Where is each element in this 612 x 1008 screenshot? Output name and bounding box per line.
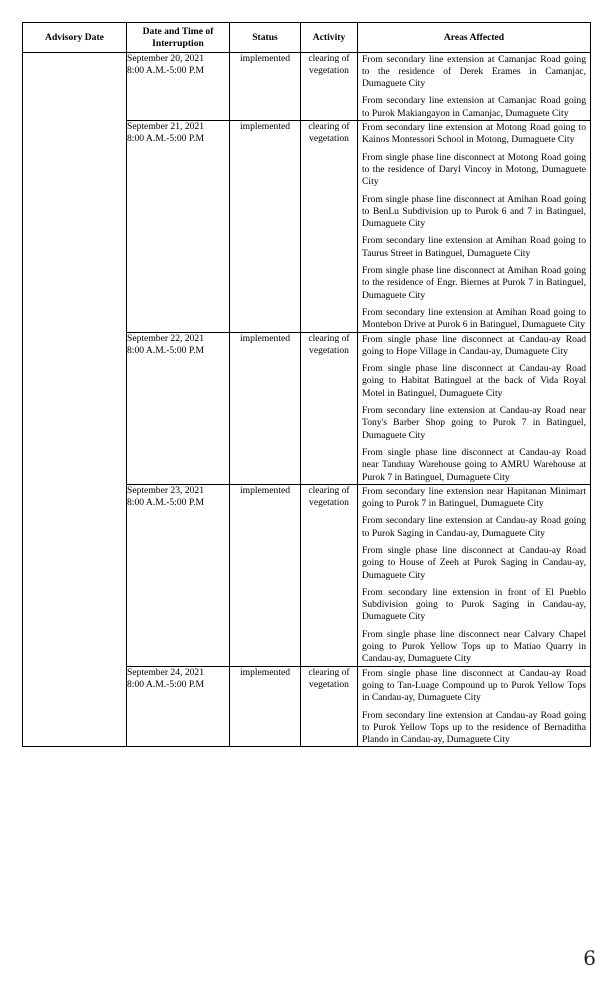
interruption-date: September 24, 2021 xyxy=(127,666,205,678)
area-item: From secondary line extension at Candau-ay Road going to Purok Saging in Candau-ay, Dumaguete City xyxy=(362,515,586,539)
status-cell: implemented xyxy=(230,121,301,332)
interruption-date: September 21, 2021 xyxy=(127,121,205,133)
area-item: From secondary line extension at Amihan Road going to Taurus Street in Batinguel, Dumaguete City xyxy=(362,235,586,259)
area-item: From single phase line disconnect near Calvary Chapel going to Purok Yellow Tops up to Matiao Quarry in Candau-ay, Dumaguete City xyxy=(362,628,586,665)
header-advisory-date: Advisory Date xyxy=(23,23,127,53)
date-time-cell xyxy=(127,52,230,120)
page-number: 6 xyxy=(583,946,596,970)
areas-cell xyxy=(358,484,591,666)
area-item: From single phase line disconnect at Amihan Road going to BenLu Subdivision up to Purok 6 and 7 in Batinguel, Dumaguete City xyxy=(362,193,586,230)
area-item: From secondary line extension at Amihan Road going to Montebon Drive at Purok 6 in Batinguel, Dumaguete City xyxy=(362,306,586,331)
activity-cell: clearing of vegetation xyxy=(301,52,358,120)
date-time-cell xyxy=(127,484,230,666)
activity-cell: clearing of vegetation xyxy=(301,332,358,484)
area-item: From single phase line disconnect at Motong Road going to the residence of Daryl Vincoy in Motong, Dumaguete City xyxy=(362,151,586,188)
advisory-date-cell xyxy=(23,52,127,747)
interruption-time: 8:00 A.M.-5:00 P.M xyxy=(127,64,205,76)
area-item: From secondary line extension at Candau-ay Road going to Purok Yellow Tops up to the residence of Bernaditha Plando in Candau-ay, Dumaguete City xyxy=(362,709,586,746)
area-item: From single phase line disconnect at Candau-ay Road going to Tan-Luage Compound up to Purok Yellow Tops in Candau-ay, Dumaguete City xyxy=(362,667,586,704)
date-time-cell xyxy=(127,666,230,747)
area-item: From secondary line extension at Camanjac Road going to Purok Makiangayon in Camanjac, Dumaguete City xyxy=(362,95,586,119)
areas-cell xyxy=(358,332,591,484)
areas-cell xyxy=(358,121,591,332)
date-time-cell xyxy=(127,332,230,484)
status-cell: implemented xyxy=(230,484,301,666)
status-cell: implemented xyxy=(230,52,301,120)
interruption-date: September 20, 2021 xyxy=(127,52,205,64)
header-areas-affected: Areas Affected xyxy=(358,23,591,53)
interruption-date: September 23, 2021 xyxy=(127,484,205,496)
table-row xyxy=(23,52,591,120)
area-item: From single phase line disconnect at Candau-ay Road near Tanduay Warehouse going to AMRU Warehouse at Purok 7 in Batinguel, Dumaguete City xyxy=(362,446,586,483)
date-time-cell xyxy=(127,121,230,332)
interruption-time: 8:00 A.M.-5:00 P.M xyxy=(127,678,205,690)
areas-cell xyxy=(358,52,591,120)
area-item: From single phase line disconnect at Candau-ay Road going to Habitat Batinguel at the back of Vida Royal Motel in Batinguel, Dumaguete City xyxy=(362,363,586,399)
interruption-time: 8:00 A.M.-5:00 P.M xyxy=(127,344,205,356)
area-item: From secondary line extension near Hapitanan Minimart going to Purok 7 in Batinguel, Dumaguete City xyxy=(362,485,586,510)
area-item: From secondary line extension at Candau-ay Road near Tony's Barber Shop going to Purok 7 in Batinguel, Dumaguete City xyxy=(362,405,586,441)
area-item: From secondary line extension in front of El Pueblo Subdivision going to Purok Saging in Candau-ay, Dumaguete City xyxy=(362,586,586,623)
status-cell: implemented xyxy=(230,332,301,484)
header-status: Status xyxy=(230,23,301,53)
area-item: From single phase line disconnect at Candau-ay Road going to House of Zeeh at Purok Saging in Candau-ay, Dumaguete City xyxy=(362,544,586,581)
status-cell: implemented xyxy=(230,666,301,747)
advisory-table xyxy=(22,22,591,747)
area-item: From single phase line disconnect at Candau-ay Road going to Hope Village in Candau-ay, Dumaguete City xyxy=(362,333,586,357)
header-date-time: Date and Time of Interruption xyxy=(127,23,230,53)
interruption-date: September 22, 2021 xyxy=(127,332,205,344)
table-header-row xyxy=(23,23,591,53)
interruption-time: 8:00 A.M.-5:00 P.M xyxy=(127,497,205,509)
area-item: From secondary line extension at Motong Road going to Kainos Montessori School in Motong, Dumaguete City xyxy=(362,122,586,146)
area-item: From secondary line extension at Camanjac Road going to the residence of Derek Erames in Camanjac, Dumaguete City xyxy=(362,53,586,90)
activity-cell: clearing of vegetation xyxy=(301,121,358,332)
header-activity: Activity xyxy=(301,23,358,53)
area-item: From single phase line disconnect at Amihan Road going to the residence of Engr. Biernes at Purok 7 in Batinguel, Dumaguete City xyxy=(362,265,586,301)
areas-cell xyxy=(358,666,591,747)
activity-cell: clearing of vegetation xyxy=(301,484,358,666)
interruption-time: 8:00 A.M.-5:00 P.M xyxy=(127,133,205,145)
activity-cell: clearing of vegetation xyxy=(301,666,358,747)
